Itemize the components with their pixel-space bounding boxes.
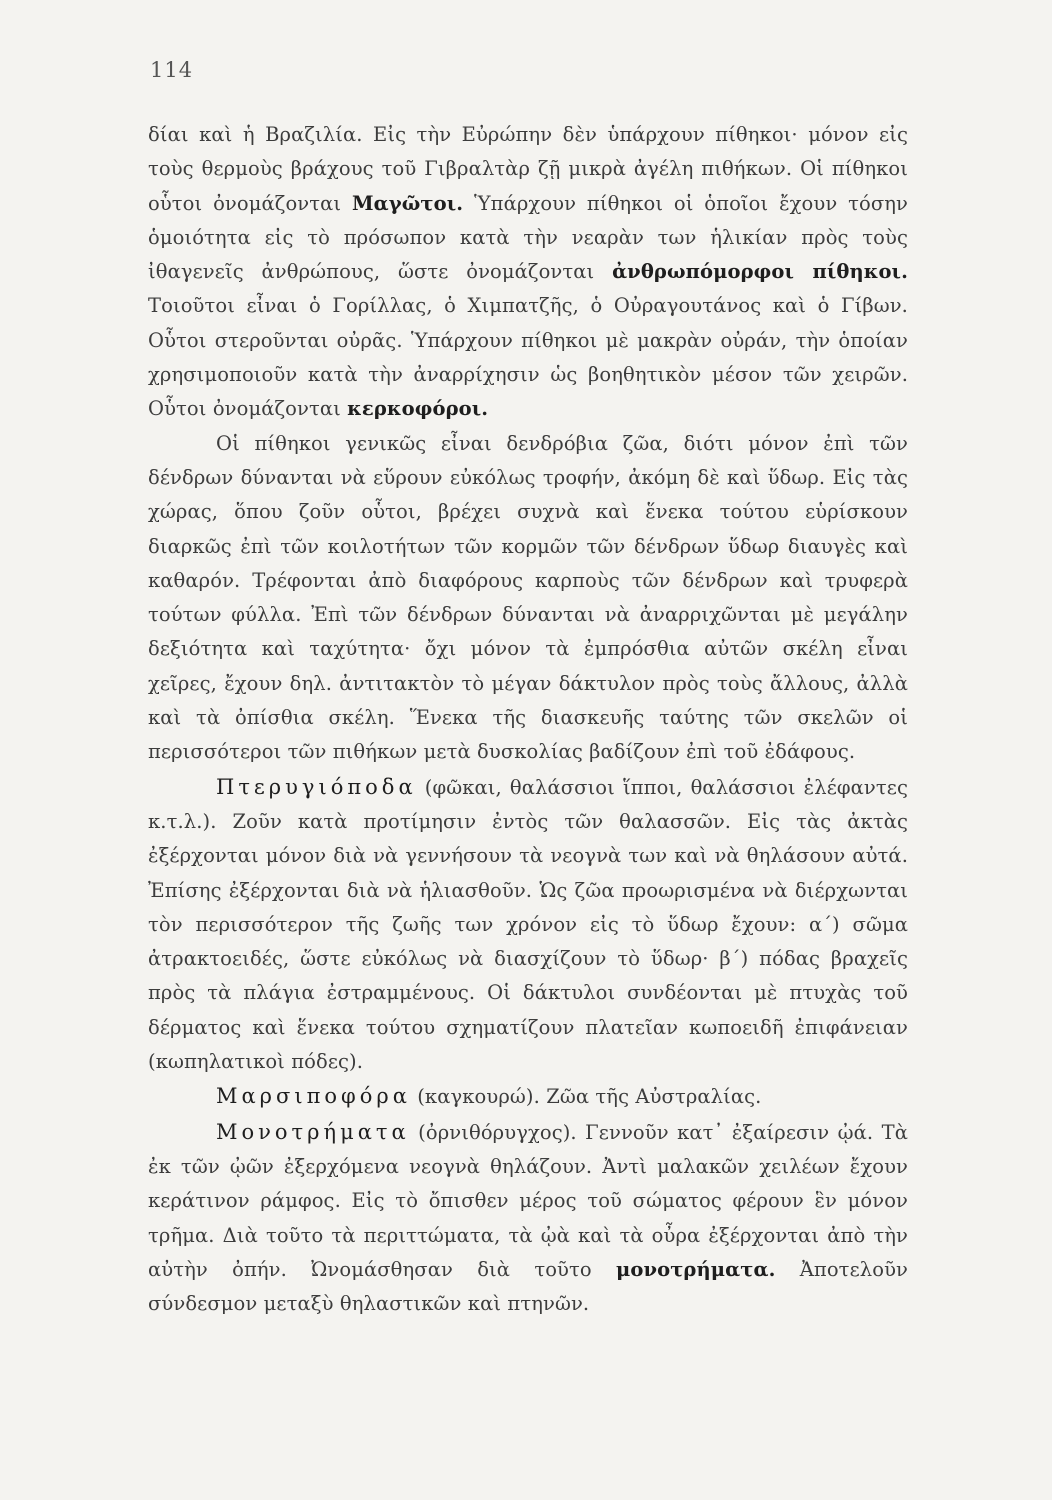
text-run: (καγκουρώ). Ζῶα τῆς Αὐστραλίας. (410, 1085, 762, 1109)
text-run: δίαι καὶ ἡ Βραζιλία. Εἰς τὴν Εὐρώπην δὲν ὑπάρχουν πίθηκοι· μόνον εἰς τοὺς θερμοὺς βράχους τοῦ Γιβραλτὰρ ζῇ μικρὰ ἀγέλη πιθήκων. Οἱ πίθηκοι οὗτοι ὀνομάζονται (148, 123, 908, 215)
text-run: Ἀποτελοῦν σύνδεσμον μεταξὺ θηλαστικῶν καὶ πτηνῶν. (148, 1257, 908, 1316)
text-run: Ὑπάρχουν πίθηκοι οἱ ὁποῖοι ἔχουν τόσην ὁμοιότητα εἰς τὸ πρόσωπον κατὰ τὴν νεαρὰν των ἡλικίαν πρὸς τοὺς ἰθαγενεῖς ἀνθρώπους, ὥστε ὀνομάζονται (148, 191, 908, 284)
text-run: Τοιοῦτοι εἶναι ὁ Γορίλλας, ὁ Χιμπατζῆς, ὁ Οὐραγουτάνος καὶ ὁ Γίβων. Οὗτοι στεροῦνται οὐρᾶς. Ὑπάρχουν πίθηκοι μὲ μακρὰν οὐράν, τὴν ὁποίαν χρησιμοποιοῦν κατὰ τὴν ἀναρρίχησιν ὡς βοηθητικὸν μέσον τῶν χειρῶν. Οὗτοι ὀνομάζονται (148, 294, 908, 421)
term-magots: Μαγῶτοι. (351, 191, 464, 215)
page-number: 114 (150, 58, 194, 82)
term-pinnipeds: Πτερυγιόποδα (216, 774, 417, 799)
paragraph-marsupials (148, 1079, 908, 1114)
paragraph-monotremes (148, 1115, 908, 1322)
term-monotremes: Μονοτρήματα (216, 1119, 410, 1144)
paragraph-primates-continued (148, 118, 908, 427)
text-run: (ὀρνιθόρυγχος). Γεννοῦν κατ᾿ ἐξαίρεσιν ᾠά. Τὰ ἐκ τῶν ᾠῶν ἐξερχόμενα νεογνὰ θηλάζουν. Ἀντὶ μαλακῶν χειλέων ἔχουν κεράτινον ράμφος. Εἰς τὸ ὄπισθεν μέρος τοῦ σώματος φέρουν ἓν μόνον τρῆμα. Διὰ τοῦτο τὰ περιττώματα, τὰ ᾠὰ καὶ τὰ οὖρα ἐξέρχονται ἀπὸ τὴν αὐτὴν ὀπήν. Ὠνομάσθησαν διὰ τοῦτο (148, 1120, 908, 1281)
body-text (148, 118, 908, 1321)
paragraph-arboreal: Οἱ πίθηκοι γενικῶς εἶναι δενδρόβια ζῶα, διότι μόνον ἐπὶ τῶν δένδρων δύνανται νὰ εὕρουν εὐκόλως τροφήν, ἀκόμη δὲ καὶ ὕδωρ. Εἰς τὰς χώρας, ὅπου ζοῦν οὗτοι, βρέχει συχνὰ καὶ ἕνεκα τούτου εὑρίσκουν διαρκῶς ἐπὶ τῶν κοιλοτήτων τῶν κορμῶν τῶν δένδρων ὕδωρ διαυγὲς καὶ καθαρόν. Τρέφονται ἀπὸ διαφόρους καρποὺς τῶν δένδρων καὶ τρυφερὰ τούτων φύλλα. Ἐπὶ τῶν δένδρων δύνανται νὰ ἀναρριχῶνται μὲ μεγάλην δεξιότητα καὶ ταχύτητα· ὄχι μόνον τὰ ἐμπρόσθια αὐτῶν σκέλη εἶναι χεῖρες, ἔχουν δηλ. ἀντιτακτὸν τὸ μέγαν δάκτυλον πρὸς τοὺς ἄλλους, ἀλλὰ καὶ τὰ ὀπίσθια σκέλη. Ἕνεκα τῆς διασκευῆς ταύτης τῶν σκελῶν οἱ περισσότεροι τῶν πιθήκων μετὰ δυσκολίας βαδίζουν ἐπὶ τοῦ ἐδάφους. (148, 431, 908, 764)
term-monotremes-bold: μονοτρήματα. (616, 1257, 776, 1281)
text-run: (φῶκαι, θαλάσσιοι ἵπποι, θαλάσσιοι ἐλέφαντες κ.τ.λ.). Ζοῦν κατὰ προτίμησιν ἐντὸς τῶν θαλασσῶν. Εἰς τὰς ἀκτὰς ἐξέρχονται μόνον διὰ νὰ γεννήσουν τὰ νεογνὰ των καὶ νὰ θηλάσουν αὐτά. Ἐπίσης ἐξέρχονται διὰ νὰ ἡλιασθοῦν. Ὡς ζῶα προωρισμένα νὰ διέρχωνται τὸν περισσότερον τῆς ζωῆς των χρόνον εἰς τὸ ὕδωρ ἔχουν: α΄) σῶμα ἀτρακτοειδές, ὥστε εὐκόλως νὰ διασχίζουν τὸ ὕδωρ· β΄) πόδας βραχεῖς πρὸς τὰ πλάγια ἐστραμμένους. Οἱ δάκτυλοι συνδέονται μὲ πτυχὰς τοῦ δέρματος καὶ ἕνεκα τούτου σχηματίζουν πλατεῖαν κωποειδῆ ἐπιφάνειαν (κωπηλατικοὶ πόδες). (148, 775, 908, 1074)
term-marsupials: Μαρσιποφόρα (216, 1084, 411, 1109)
term-cercopithecids: κερκοφόροι. (347, 397, 489, 421)
term-anthropoid-apes: ἀνθρωπόμορφοι πίθηκοι. (612, 260, 908, 284)
paragraph-pinnipeds (148, 770, 908, 1080)
